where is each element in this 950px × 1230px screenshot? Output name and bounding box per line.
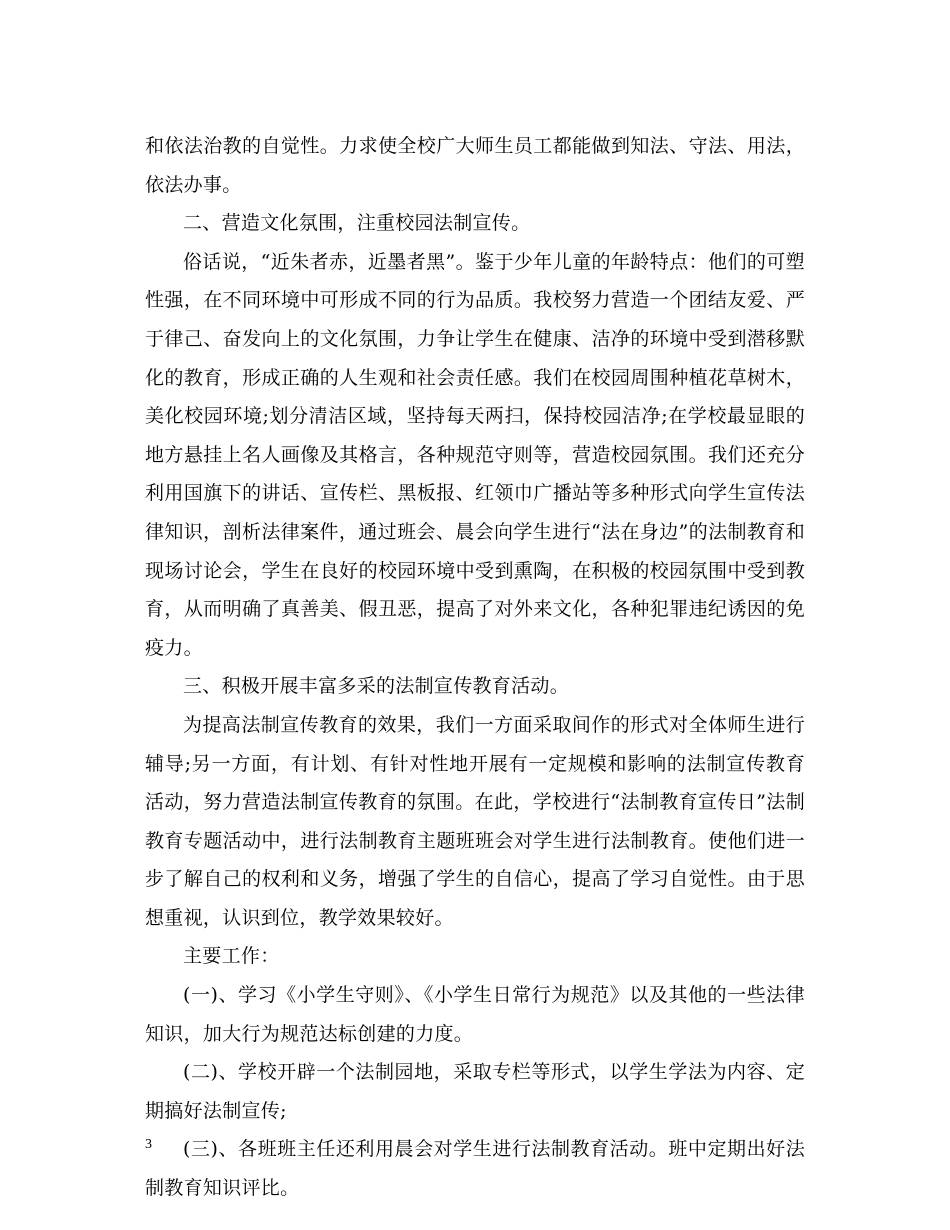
- work-item-three: (三)、各班班主任还利用晨会对学生进行法制教育活动。班中定期出好法制教育知识评比。: [145, 1138, 805, 1200]
- section-heading-two: 二、营造文化氛围，注重校园法制宣传。: [183, 212, 531, 235]
- page-number: 3: [145, 1137, 152, 1152]
- document-body: [145, 127, 805, 1208]
- paragraph-continuation: 和依法治教的自觉性。力求使全校广大师生员工都能做到知法、守法、用法，依法办事。: [145, 135, 805, 196]
- work-item-two: (二)、学校开辟一个法制园地，采取专栏等形式，以学生学法为内容、定期搞好法制宣传;: [145, 1061, 805, 1122]
- work-item-one: (一)、学习《小学生守则》、《小学生日常行为规范》以及其他的一些法律知识，加大行为规范达标创建的力度。: [145, 984, 805, 1045]
- main-work-heading: 主要工作：: [183, 945, 280, 968]
- section-heading-three: 三、积极开展丰富多采的法制宣传教育活动。: [183, 675, 570, 698]
- paragraph-legal-education: 为提高法制宣传教育的效果，我们一方面采取间作的形式对全体师生进行辅导;另一方面，有计划、有针对性地开展有一定规模和影响的法制宣传教育活动，努力营造法制宣传教育的氛围。在此，学校进行“法制教育宣传日”法制教育专题活动中，进行法制教育主题班班会对学生进行法制教育。使他们进一步了解自己的权利和义务，增强了学生的自信心，提高了学习自觉性。由于思想重视，认识到位，教学效果较好。: [145, 713, 805, 929]
- paragraph-campus-culture: 俗话说，“近朱者赤，近墨者黑”。鉴于少年儿童的年龄特点：他们的可塑性强，在不同环境中可形成不同的行为品质。我校努力营造一个团结友爱、严于律己、奋发向上的文化氛围，力争让学生在健康、洁净的环境中受到潜移默化的教育，形成正确的人生观和社会责任感。我们在校园周围种植花草树木，美化校园环境;划分清洁区域，坚持每天两扫，保持校园洁净;在学校最显眼的地方悬挂上名人画像及其格言，各种规范守则等，营造校园氛围。我们还充分利用国旗下的讲话、宣传栏、黑板报、红领巾广播站等多种形式向学生宣传法律知识，剖析法律案件，通过班会、晨会向学生进行“法在身边”的法制教育和现场讨论会，学生在良好的校园环境中受到熏陶，在积极的校园氛围中受到教育，从而明确了真善美、假丑恶，提高了对外来文化，各种犯罪违纪诱因的免疫力。: [145, 250, 805, 659]
